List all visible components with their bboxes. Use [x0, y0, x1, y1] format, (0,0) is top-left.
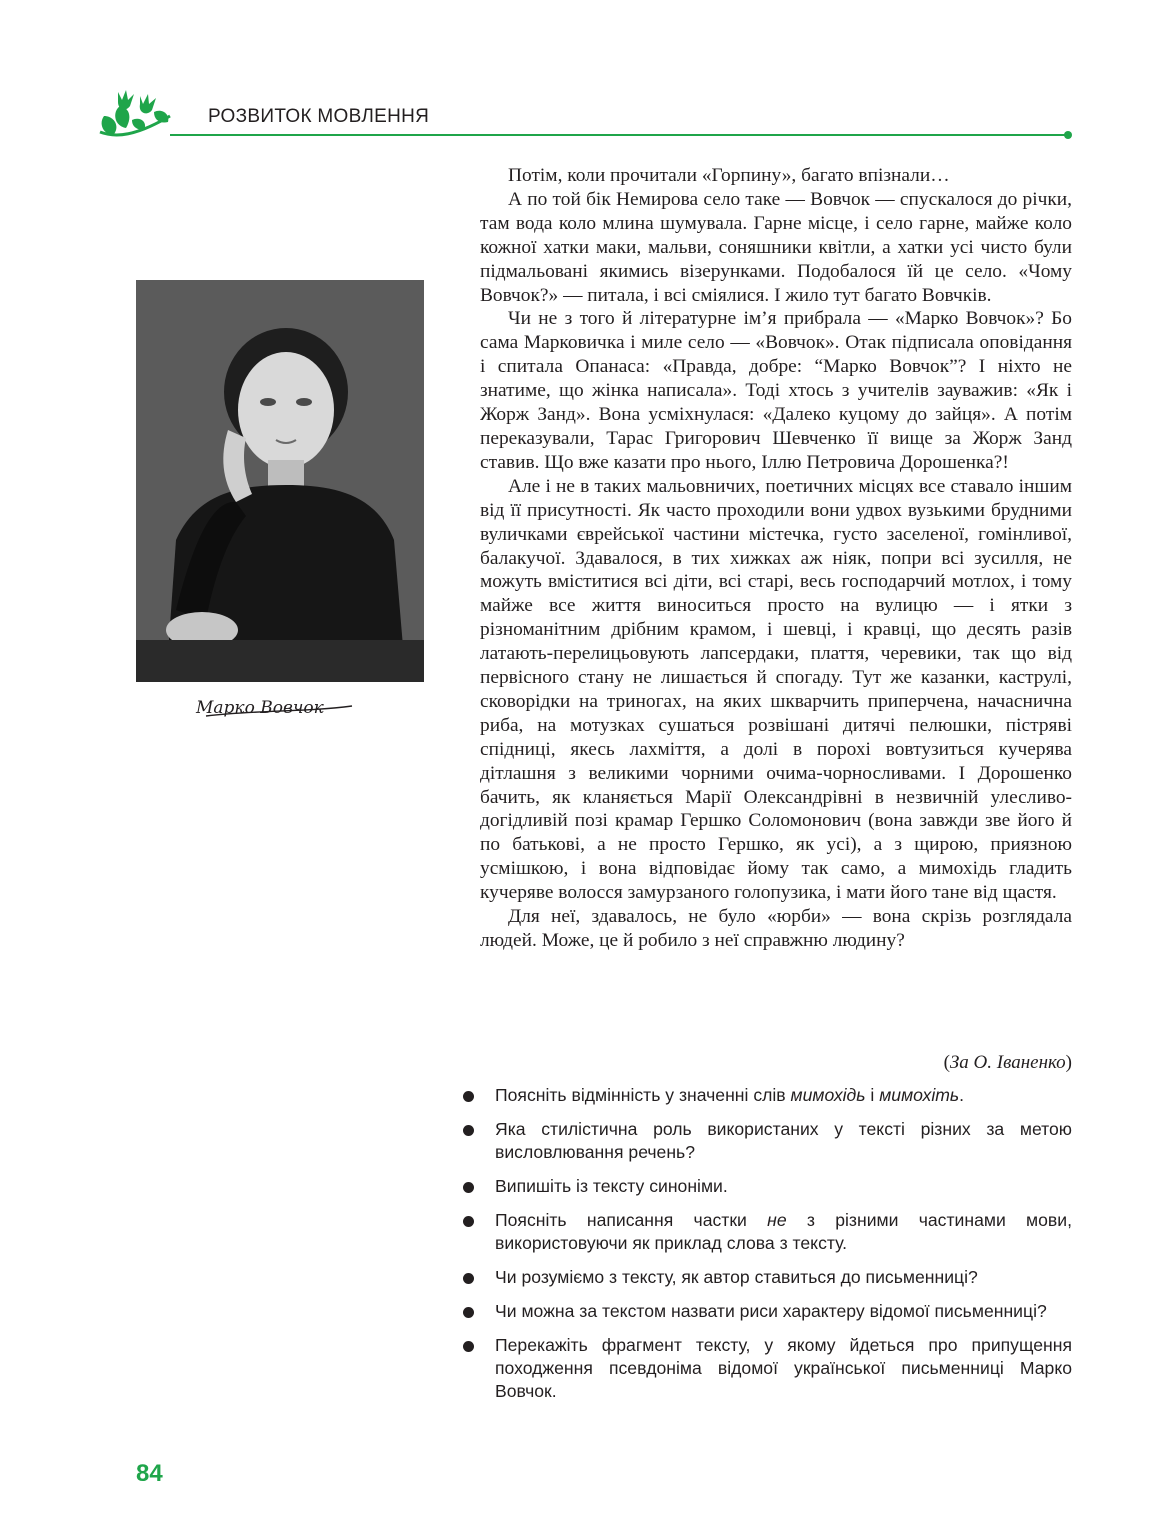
main-text [480, 164, 1072, 953]
citation-author: За О. Іваненко [949, 1052, 1066, 1073]
bullet-icon [463, 1273, 474, 1284]
citation [480, 1052, 1072, 1074]
bullet-icon [463, 1182, 474, 1193]
bullet-icon [463, 1216, 474, 1227]
bullet-icon [463, 1307, 474, 1318]
paragraph: Але і не в таких мальовничих, поетичних місцях все ставало іншим від її присутності. Як часто проходили вони удвох вузькими брудними вуличками єврейської частини містечка, густо заселеної, гомінливої, балакучої. Здавалося, в тих хижках аж ніяк, попри всі зусилля, не можуть вміститися всі діти, всі старі, весь господарчий мотлох, і тому майже все життя виноситься просто на вулицю — і ятки з різноманітним дрібним крамом, і шевці, і кравці, що десять разів латають-перелицьовують лапсердаки, плаття, черевики, так що від первісного стану не лишається й спогаду. Тут же казанки, каструлі, сковорідки на триногах, на яких шкварчить приперчена, начаснична риба, на мотузках сушаться розвішані дитячі пелюшки, пістряві спідниці, якесь лахміття, а долі в порохі вовтузиться кучерява дітлашня з великими чорними очима-чорносливами. І Дорошенко бачить, як кланяється Марії Олександрівні в незвичній улесливо-догідливій позі крамар Гершко Соломонович (вона завжди зве його й по батькові, а не просто Гершко, як усі), а з щирою, приязною усмішкою, і вона відповідає йому так само, а мимохідь гладить кучеряве волосся замурзаного голопузика, і мати його тане від щастя. [480, 475, 1072, 904]
header-divider [170, 134, 1068, 136]
page-number: 84 [136, 1460, 163, 1487]
paragraph: Чи не з того й літературне ім’я прибрала — «Марко Вовчок»? Бо сама Марковичка і миле село — «Вовчок». Отак підписала оповідання і спитала Опанаса: «Правда, добре: “Марко Вовчок”? І ніхто не знатиме, що жінка написала». Тоді хтось з учителів зауважив: «Як і Жорж Занд». Вона усміхнулася: «Далеко куцому до зайця». А потім переказували, Тарас Григорович Шевченко її вище за Жорж Занд ставив. Що вже казати про нього, Іллю Петровича Дорошенка?! [480, 308, 1072, 473]
list-item: Чи можна за текстом назвати риси характеру відомої письменниці? [460, 1300, 1072, 1323]
list-item: Яка стилістична роль використаних у тексті різних за метою висловлювання речень? [460, 1118, 1072, 1164]
list-item: Перекажіть фрагмент тексту, у якому йдеться про припущення походження псевдоніма відомої української письменниці Марко Вовчок. [460, 1334, 1072, 1403]
bullet-icon [463, 1125, 474, 1136]
portrait-photo [136, 280, 424, 732]
bullet-icon [463, 1341, 474, 1352]
portrait-signature: Марко Вовчок [196, 698, 324, 718]
list-item: Чи розуміємо з тексту, як автор ставиться до письменниці? [460, 1266, 1072, 1289]
green-flowers-icon [96, 86, 176, 146]
list-item: Поясніть написання частки не з різними частинами мови, використовуючи як приклад слова з тексту. [460, 1209, 1072, 1255]
header-divider-dot [1064, 131, 1072, 139]
task-list [460, 1084, 1072, 1414]
bullet-icon [463, 1091, 474, 1102]
paragraph: А по той бік Немирова село таке — Вовчок — спускалося до річки, там вода коло млина шумувала. Гарне місце, і село гарне, майже коло кожної хатки маки, мальви, соняшники квітли, а хатки усі чисто були підмальовані якимись візерунками. Подобалося їй це село. «Чому Вовчок?» — питала, і всі сміялися. І жило тут багато Вовчків. [480, 188, 1072, 306]
paragraph: Для неї, здавалось, не було «юрби» — вона скрізь розглядала людей. Може, це й робило з неї справжню людину? [480, 906, 1072, 951]
list-item: Випишіть із тексту синоніми. [460, 1175, 1072, 1198]
section-title: РОЗВИТОК МОВЛЕННЯ [208, 106, 430, 127]
paragraph: Потім, коли прочитали «Горпину», багато впізнали… [508, 165, 950, 186]
list-item: Поясніть відмінність у значенні слів мимохідь і мимохіть. [460, 1084, 1072, 1107]
citation-close: ) [1065, 1052, 1072, 1073]
citation-open: ( [943, 1052, 950, 1073]
